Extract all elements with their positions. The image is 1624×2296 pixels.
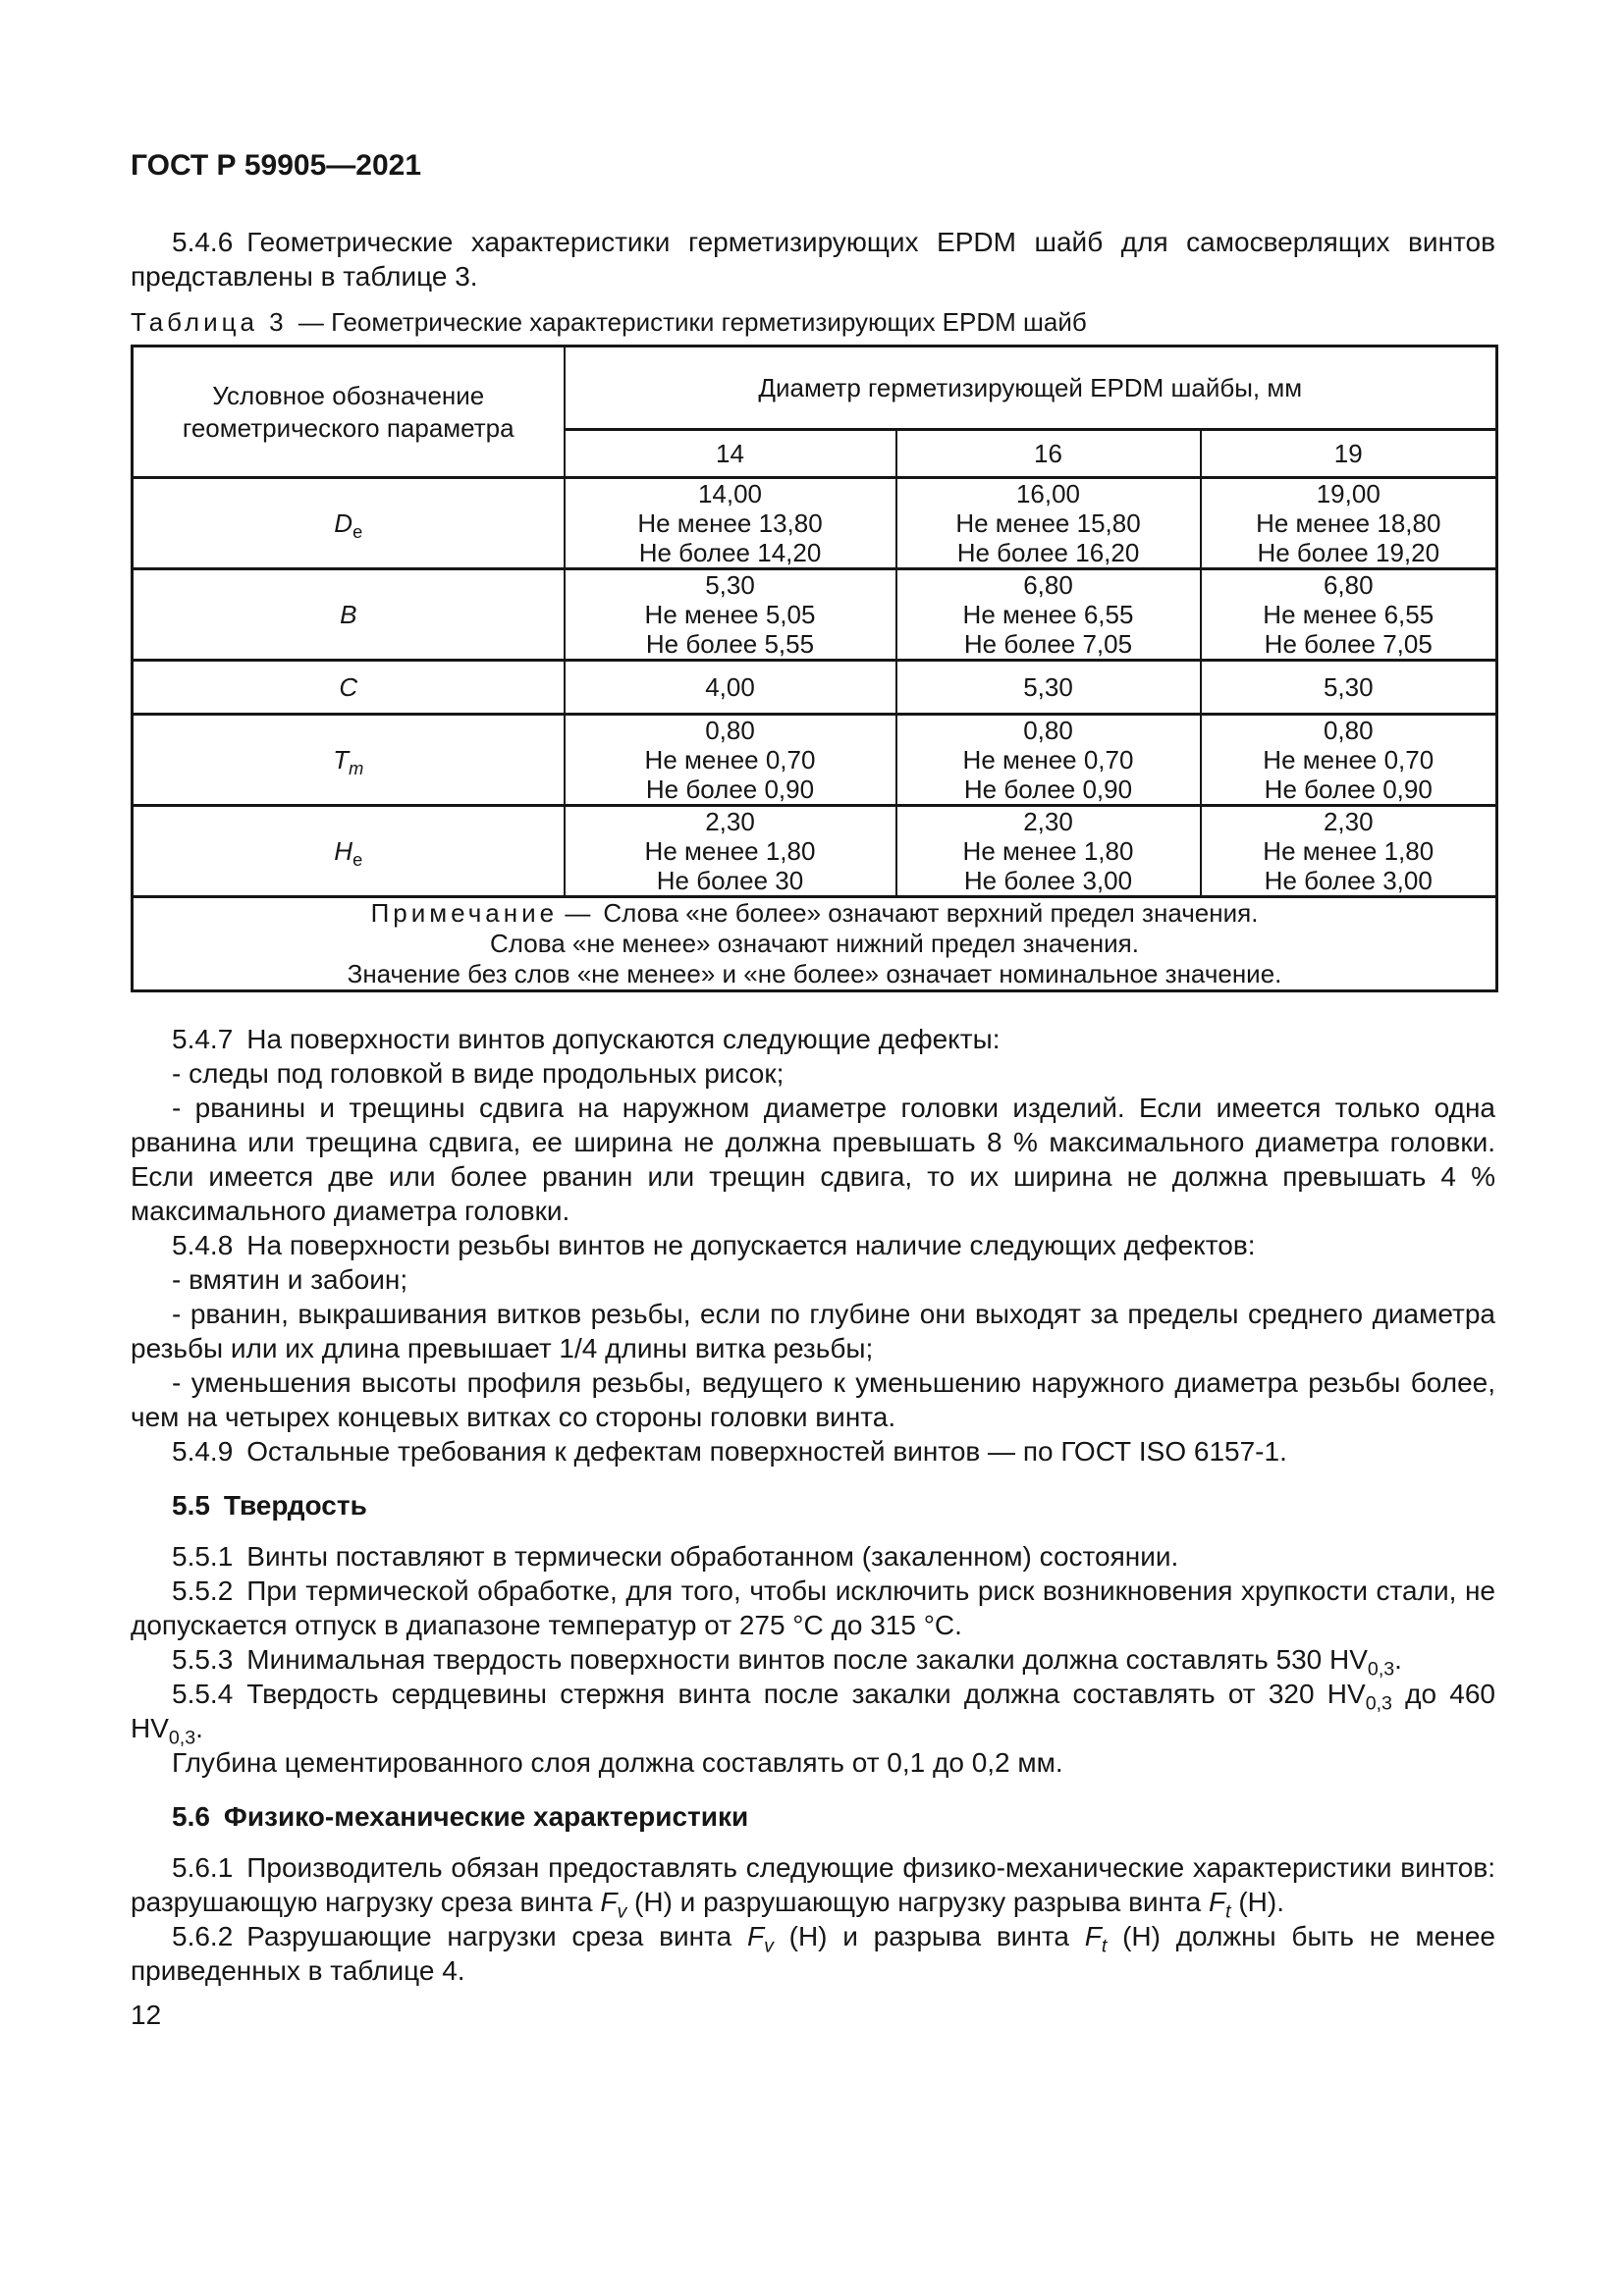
table-header-size-16: 16 — [896, 430, 1201, 478]
cell-He-19: 2,30 Не менее 1,80 Не более 3,00 — [1201, 806, 1497, 897]
cell-Tm-19: 0,80 Не менее 0,70 Не более 0,90 — [1201, 715, 1497, 806]
table-caption — [131, 305, 1495, 339]
cell-C-14: 4,00 — [565, 661, 896, 715]
document-page — [131, 0, 1495, 2032]
table-caption-label: Таблица 3 — [131, 307, 288, 337]
table-header-row-1 — [133, 347, 1497, 430]
table-row-He — [133, 806, 1497, 897]
doc-number: ГОСТ Р 59905—2021 — [131, 149, 422, 182]
paragraph-5-5-1: 5.5.1 Винты поставляют в термически обработанном (закаленном) состоянии. — [172, 1541, 1179, 1572]
table-note — [133, 897, 1497, 991]
paragraph-5-5-4-depth: Глубина цементированного слоя должна составлять от 0,1 до 0,2 мм. — [172, 1747, 1063, 1778]
cell-B-16: 6,80 Не менее 6,55 Не более 7,05 — [896, 569, 1201, 661]
cell-B-19: 6,80 Не менее 6,55 Не более 7,05 — [1201, 569, 1497, 661]
param-symbol-B: B — [133, 569, 565, 661]
paragraph-5-4-7-item-2: - рванины и трещины сдвига на наружном диаметре головки изделий. Если имеется только одна рванина или трещина сдвига, ее ширина не должна превышать 8 % максимального диаметра головки. Если имеется две или более рванин или трещин сдвига, то их ширина не должна превышать 4 % максимального диаметра головки. — [131, 1093, 1495, 1226]
paragraph-5-4-8: 5.4.8 На поверхности резьбы винтов не допускается наличие следующих дефектов: — [172, 1230, 1256, 1260]
cell-De-14: 14,00 Не менее 13,80 Не более 14,20 — [565, 478, 896, 569]
cell-C-19: 5,30 — [1201, 661, 1497, 715]
table-row-Tm — [133, 715, 1497, 806]
param-symbol-Tm: $T_m$ — [133, 715, 565, 806]
paragraph-5-4-8-item-3: - уменьшения высоты профиля резьбы, ведущего к уменьшению наружного диаметра резьбы более, чем на четырех концевых витках со стороны головки винта. — [131, 1367, 1495, 1432]
cell-He-14: 2,30 Не менее 1,80 Не более 30 — [565, 806, 896, 897]
cell-B-14: 5,30 Не менее 5,05 Не более 5,55 — [565, 569, 896, 661]
param-symbol-C: C — [133, 661, 565, 715]
heading-5-6: 5.6 Физико-механические характеристики — [172, 1801, 749, 1832]
table-note-line-3: Значение без слов «не менее» и «не более» означает номинальное значение. — [347, 959, 1282, 988]
cell-Tm-14: 0,80 Не менее 0,70 Не более 0,90 — [565, 715, 896, 806]
paragraph-5-5-3: 5.5.3 Минимальная твердость поверхности винтов после закалки должна составлять 530 $HV_{0,3}$. — [172, 1644, 1402, 1681]
table-header-parameter: Условное обозначение геометрического параметра — [133, 347, 565, 478]
param-symbol-De: $D_e$ — [133, 478, 565, 569]
table-caption-text: — Геометрические характеристики герметизирующих EPDM шайб — [298, 307, 1087, 337]
cell-De-16: 16,00 Не менее 15,80 Не более 16,20 — [896, 478, 1201, 569]
paragraph-5-6-2: 5.6.2 Разрушающие нагрузки среза винта $F_v$ (Н) и разрыва винта $F_t$ (Н) должны быть не менее приведенных в таблице 4. — [131, 1921, 1495, 1986]
paragraph-5-5-4: 5.5.4 Твердость сердцевины стержня винта после закалки должна составлять от 320 $HV_{0,3}$ до 460 $HV_{0,3}$. — [131, 1679, 1496, 1749]
page-number: 12 — [131, 2000, 162, 2030]
paragraph-5-4-8-item-2: - рванин, выкрашивания витков резьбы, если по глубине они выходят за пределы среднего диаметра резьбы или их длина превышает 1/4 длины витка резьбы; — [131, 1299, 1495, 1363]
cell-C-16: 5,30 — [896, 661, 1201, 715]
table-3 — [131, 345, 1498, 992]
table-note-label: Примечание — [370, 898, 559, 928]
table-note-line-2: Слова «не менее» означают нижний предел значения. — [490, 929, 1139, 958]
table-row-B — [133, 569, 1497, 661]
table-row-De — [133, 478, 1497, 569]
table-header-size-14: 14 — [565, 430, 896, 478]
paragraph-5-6-1: 5.6.1 Производитель обязан предоставлять следующие физико-механические характеристики винтов: разрушающую нагрузку среза винта $F_v$ (Н) и разрушающую нагрузку разрыва винта $F_t$ (Н). — [131, 1852, 1495, 1923]
table-note-line-1 — [134, 898, 1495, 929]
paragraph-5-4-9: 5.4.9 Остальные требования к дефектам поверхностей винтов — по ГОСТ ISO 6157-1. — [172, 1436, 1287, 1467]
cell-He-16: 2,30 Не менее 1,80 Не более 3,00 — [896, 806, 1201, 897]
cell-De-19: 19,00 Не менее 18,80 Не более 19,20 — [1201, 478, 1497, 569]
cell-Tm-16: 0,80 Не менее 0,70 Не более 0,90 — [896, 715, 1201, 806]
table-header-diameter: Диаметр герметизирующей EPDM шайбы, мм — [565, 347, 1497, 430]
table-row-C — [133, 661, 1497, 715]
paragraph-5-4-6: 5.4.6 Геометрические характеристики герметизирующих EPDM шайб для самосверлящих винтов представлены в таблице 3. — [131, 227, 1495, 292]
paragraph-5-5-2: 5.5.2 При термической обработке, для того, чтобы исключить риск возникновения хрупкости стали, не допускается отпуск в диапазоне температур от 275 °С до 315 °С. — [131, 1575, 1495, 1640]
paragraph-5-4-7-item-1: - следы под головкой в виде продольных рисок; — [172, 1058, 785, 1089]
table-note-row — [133, 897, 1497, 991]
param-symbol-He: $H_e$ — [133, 806, 565, 897]
heading-5-5: 5.5 Твердость — [172, 1490, 367, 1521]
table-note-line-1-text: — Слова «не более» означают верхний предел значения. — [565, 898, 1259, 928]
table-header-size-19: 19 — [1201, 430, 1497, 478]
paragraph-5-4-7: 5.4.7 На поверхности винтов допускаются следующие дефекты: — [172, 1024, 1001, 1054]
paragraph-5-4-8-item-1: - вмятин и забоин; — [172, 1264, 408, 1295]
